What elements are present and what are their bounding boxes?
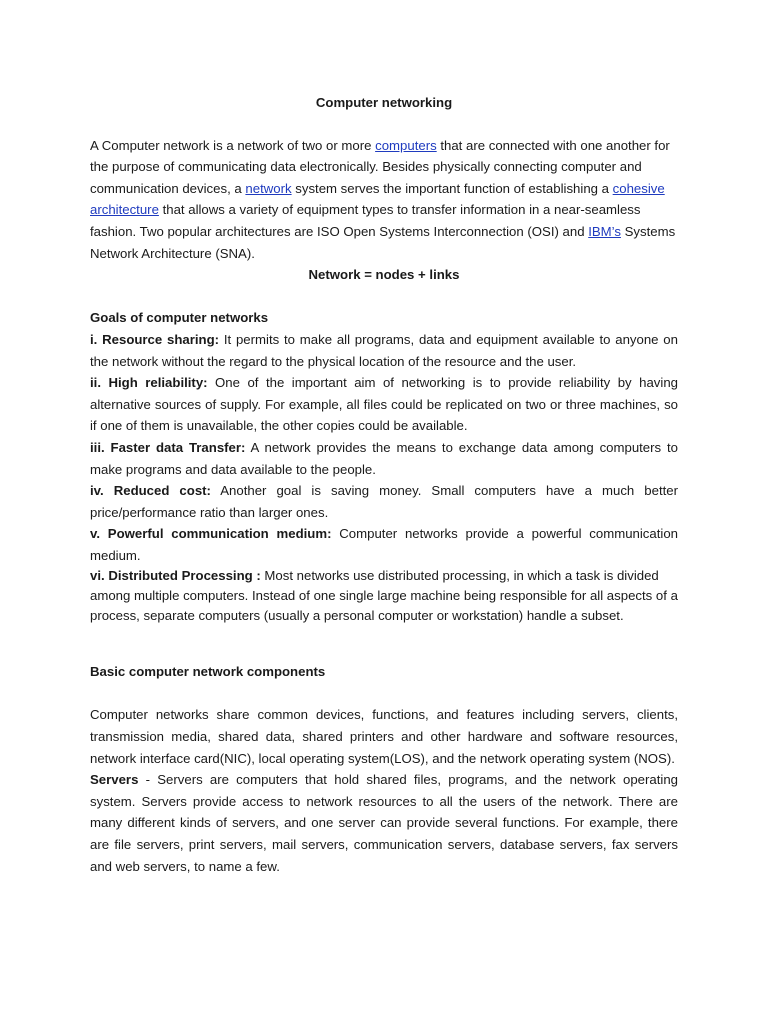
goal-item bbox=[90, 329, 678, 372]
link-network[interactable]: network bbox=[245, 180, 292, 196]
goal-label: iv. Reduced cost: bbox=[90, 483, 211, 499]
servers-label: Servers bbox=[90, 772, 139, 788]
intro-text-1: A Computer network is a network of two or more bbox=[90, 137, 376, 153]
spacer bbox=[90, 286, 678, 308]
intro-text-2: that are connected with one another for the purpose of communicating data electronically. Besides physically connecting computer and communication devices, a bbox=[90, 137, 670, 196]
goal-label: i. Resource sharing: bbox=[90, 331, 220, 347]
goal-label: ii. High reliability: bbox=[90, 375, 208, 391]
servers-paragraph bbox=[90, 769, 678, 877]
link-architecture[interactable]: architecture bbox=[90, 202, 159, 218]
spacer bbox=[90, 625, 678, 661]
intro-text-3: system serves the important function of establishing a bbox=[291, 180, 613, 196]
components-paragraph: Computer networks share common devices, functions, and features including servers, clients, transmission media, shared data, shared printers and other hardware and software resources, network interface card(NIC), local operating system(LOS), and the network operating system (NOS). bbox=[90, 707, 678, 766]
network-formula: Network = nodes + links bbox=[308, 267, 460, 283]
goal-text: A network provides the means to exchange data among computers to make programs and data available to the people. bbox=[90, 439, 678, 477]
page-title: Computer networking bbox=[315, 95, 453, 110]
intro-paragraph bbox=[90, 135, 678, 265]
goal-label: vi. Distributed Processing : bbox=[90, 568, 261, 584]
goals-heading: Goals of computer networks bbox=[90, 310, 269, 326]
document-page bbox=[90, 92, 678, 877]
goal-item bbox=[90, 480, 678, 523]
link-computers[interactable]: computers bbox=[375, 137, 437, 153]
components-heading: Basic computer network components bbox=[90, 664, 326, 680]
goal-text: Most networks use distributed processing, in which a task is divided among multiple computers. Instead of one single large machine being responsible for all aspects of a process, separate computers (usually a personal computer or workstation) handle a subset. bbox=[90, 568, 678, 623]
goal-text: One of the important aim of networking is to provide reliability by having alternative sources of supply. For example, all files could be replicated on two or three machines, so if one of them is unavailable, the other copies could be available. bbox=[90, 375, 678, 434]
servers-text: - Servers are computers that hold shared files, programs, and the network operating system. Servers provide access to network resources to all the users of the network. There are many different kinds of servers, and one server can provide several functions. For example, there are file servers, print servers, mail servers, communication servers, database servers, fax servers and web servers, to name a few. bbox=[90, 772, 678, 874]
link-cohesive[interactable]: cohesive bbox=[612, 180, 665, 196]
link-ibms[interactable]: IBM’s bbox=[588, 223, 621, 239]
intro-text-5: that allows a variety of equipment types to transfer information in a near-seamless fashion. Two popular architectures are ISO Open Systems Interconnection (OSI) and bbox=[90, 202, 641, 239]
goal-text: It permits to make all programs, data and equipment available to anyone on the network without the regard to the physical location of the resource and the user. bbox=[90, 331, 678, 369]
goal-item bbox=[90, 566, 678, 625]
goal-item bbox=[90, 437, 678, 480]
goal-label: v. Powerful communication medium: bbox=[90, 526, 332, 542]
goal-label: iii. Faster data Transfer: bbox=[90, 439, 246, 455]
goal-item bbox=[90, 372, 678, 437]
intro-text-6: Systems Network Architecture (SNA). bbox=[90, 223, 676, 261]
spacer bbox=[90, 683, 678, 705]
goal-text: Computer networks provide a powerful communication medium. bbox=[90, 526, 678, 563]
goal-item bbox=[90, 523, 678, 566]
goal-text: Another goal is saving money. Small computers have a much better price/performance ratio than larger ones. bbox=[90, 483, 679, 520]
